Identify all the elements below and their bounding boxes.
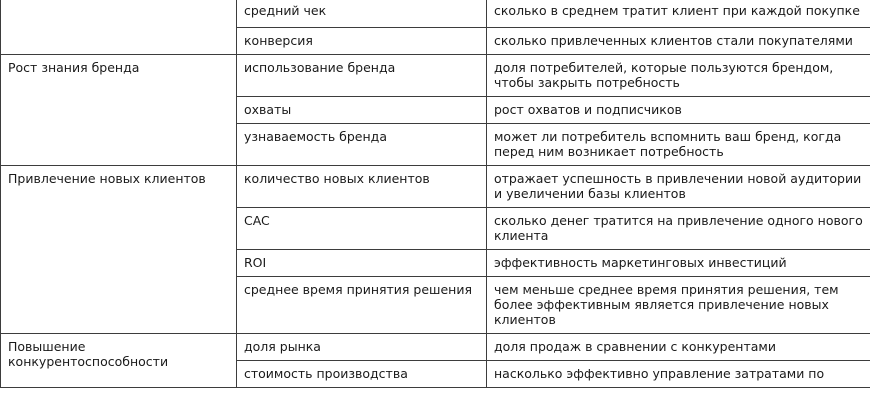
goal-cell	[1, 0, 237, 55]
metric-cell: среднее время принятия решения	[237, 277, 487, 334]
description-cell: доля потребителей, которые пользуются брендом, чтобы закрыть потребность	[487, 55, 870, 97]
goal-cell: Привлечение новых клиентов	[1, 166, 237, 334]
table-row	[1, 334, 870, 361]
description-cell: эффективность маркетинговых инвестиций	[487, 250, 870, 277]
metric-cell: количество новых клиентов	[237, 166, 487, 208]
table-row	[1, 55, 870, 97]
metric-cell: доля рынка	[237, 334, 487, 361]
description-cell: доля продаж в сравнении с конкурентами	[487, 334, 870, 361]
description-cell: отражает успешность в привлечении новой аудитории и увеличении базы клиентов	[487, 166, 870, 208]
metric-cell: охваты	[237, 97, 487, 124]
goal-cell: Повышение конкурентоспособности	[1, 334, 237, 388]
description-cell: сколько привлеченных клиентов стали покупателями	[487, 28, 870, 55]
description-cell: чем меньше среднее время принятия решения, тем более эффективным является привлечение новых клиентов	[487, 277, 870, 334]
metric-cell: конверсия	[237, 28, 487, 55]
goal-cell: Рост знания бренда	[1, 55, 237, 166]
description-cell: рост охватов и подписчиков	[487, 97, 870, 124]
metric-cell: CAC	[237, 208, 487, 250]
metric-cell: стоимость производства	[237, 361, 487, 388]
description-cell: сколько в среднем тратит клиент при каждой покупке	[487, 0, 870, 28]
table-row	[1, 0, 870, 28]
description-cell: сколько денег тратится на привлечение одного нового клиента	[487, 208, 870, 250]
metric-cell: ROI	[237, 250, 487, 277]
metric-cell: использование бренда	[237, 55, 487, 97]
description-cell: может ли потребитель вспомнить ваш бренд, когда перед ним возникает потребность	[487, 124, 870, 166]
metric-cell: узнаваемость бренда	[237, 124, 487, 166]
metric-cell: средний чек	[237, 0, 487, 28]
table-row	[1, 166, 870, 208]
description-cell: насколько эффективно управление затратами по	[487, 361, 870, 388]
